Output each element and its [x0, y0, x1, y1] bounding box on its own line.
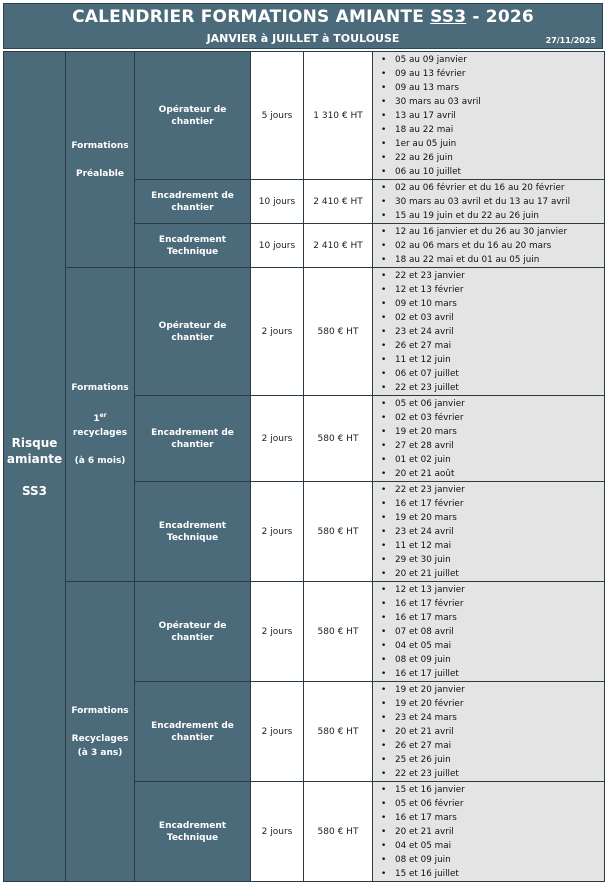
type-cell [135, 582, 251, 682]
date-item: • 08 et 09 juin [395, 653, 604, 667]
type-cell [135, 482, 251, 582]
type-label: Encadrement de [151, 427, 234, 438]
dates-list [373, 181, 604, 223]
training-calendar-table [3, 51, 605, 882]
date-item: • 02 au 06 février et du 16 au 20 février [395, 181, 604, 195]
dates-list [373, 269, 604, 395]
type-label: chantier [171, 332, 214, 343]
date-item: • 15 et 16 juillet [395, 867, 604, 881]
date-item: • 20 et 21 juillet [395, 567, 604, 581]
price-cell: 580 € HT [304, 782, 373, 882]
date-item: • 20 et 21 août [395, 467, 604, 481]
dates-cell [373, 482, 605, 582]
date-item: • 16 et 17 février [395, 597, 604, 611]
price-cell: 1 310 € HT [304, 52, 373, 180]
price-cell: 580 € HT [304, 582, 373, 682]
type-cell [135, 224, 251, 268]
category-label: Formations [71, 705, 129, 716]
date-item: • 18 au 22 mai et du 01 au 05 juin [395, 253, 604, 267]
duration-cell: 10 jours [251, 180, 304, 224]
duration-cell: 5 jours [251, 52, 304, 180]
date-item: • 11 et 12 juin [395, 353, 604, 367]
duration-cell: 2 jours [251, 582, 304, 682]
category-label: Recyclages [71, 733, 129, 744]
price-cell: 580 € HT [304, 482, 373, 582]
risk-cell [4, 52, 66, 882]
dates-list [373, 583, 604, 681]
date-item: • 26 et 27 mai [395, 339, 604, 353]
category-label: Formations [71, 383, 129, 393]
date-item: • 19 et 20 mars [395, 425, 604, 439]
duration-cell: 2 jours [251, 268, 304, 396]
date-item: • 22 et 23 janvier [395, 269, 604, 283]
date-item: • 09 au 13 février [395, 67, 604, 81]
table-row [4, 268, 605, 396]
dates-list [373, 53, 604, 179]
type-label: Opérateur de [158, 620, 227, 631]
title-year: - 2026 [466, 7, 534, 27]
type-label: chantier [171, 116, 214, 127]
type-label: Encadrement [158, 234, 227, 245]
title-ss3: SS3 [430, 7, 467, 27]
type-cell [135, 682, 251, 782]
type-cell [135, 268, 251, 396]
duration-cell: 2 jours [251, 782, 304, 882]
duration-cell: 10 jours [251, 224, 304, 268]
risk-label: Risque [11, 435, 58, 450]
date-item: • 29 et 30 juin [395, 553, 604, 567]
document-header [3, 3, 603, 49]
duration-cell: 2 jours [251, 682, 304, 782]
category-recyclage-6-mois [66, 268, 135, 582]
date-item: • 23 et 24 avril [395, 325, 604, 339]
dates-cell [373, 582, 605, 682]
date-item: • 12 au 16 janvier et du 26 au 30 janvier [395, 225, 604, 239]
category-label: (à 6 mois) [74, 456, 126, 466]
date-item: • 01 et 02 juin [395, 453, 604, 467]
date-item: • 23 et 24 avril [395, 525, 604, 539]
dates-cell [373, 224, 605, 268]
document-subtitle: JANVIER à JUILLET à TOULOUSE [206, 32, 400, 45]
date-item: • 22 et 23 juillet [395, 767, 604, 781]
dates-list [373, 483, 604, 581]
date-item: • 27 et 28 avril [395, 439, 604, 453]
date-item: • 1er au 05 juin [395, 137, 604, 151]
type-cell [135, 396, 251, 482]
document-date: 27/11/2025 [545, 36, 596, 45]
date-item: • 19 et 20 février [395, 697, 604, 711]
price-cell: 580 € HT [304, 682, 373, 782]
date-item: • 25 et 26 juin [395, 753, 604, 767]
table-row [4, 582, 605, 682]
dates-cell [373, 180, 605, 224]
date-item: • 12 et 13 février [395, 283, 604, 297]
price-cell: 580 € HT [304, 268, 373, 396]
title-text: CALENDRIER FORMATIONS AMIANTE [72, 7, 431, 27]
price-cell: 580 € HT [304, 396, 373, 482]
date-item: • 16 et 17 juillet [395, 667, 604, 681]
date-item: • 04 et 05 mai [395, 839, 604, 853]
type-cell [135, 180, 251, 224]
date-item: • 12 et 13 janvier [395, 583, 604, 597]
type-label: Encadrement de [151, 720, 234, 731]
date-item: • 16 et 17 mars [395, 611, 604, 625]
type-cell [135, 782, 251, 882]
date-item: • 04 et 05 mai [395, 639, 604, 653]
type-label: chantier [171, 732, 214, 743]
date-item: • 06 au 10 juillet [395, 165, 604, 179]
category-label: Formations [71, 140, 129, 151]
date-item: • 15 au 19 juin et du 22 au 26 juin [395, 209, 604, 223]
type-label: Opérateur de [158, 320, 227, 331]
date-item: • 02 et 03 février [395, 411, 604, 425]
type-label: Encadrement [158, 820, 227, 831]
price-cell: 2 410 € HT [304, 180, 373, 224]
type-label: chantier [171, 632, 214, 643]
category-label: 1 [93, 414, 100, 424]
type-label: Technique [166, 246, 219, 257]
category-label: er [99, 412, 107, 419]
date-item: • 13 au 17 avril [395, 109, 604, 123]
date-item: • 06 et 07 juillet [395, 367, 604, 381]
date-item: • 20 et 21 avril [395, 725, 604, 739]
dates-list [373, 225, 604, 267]
date-item: • 19 et 20 janvier [395, 683, 604, 697]
date-item: • 18 au 22 mai [395, 123, 604, 137]
date-item: • 19 et 20 mars [395, 511, 604, 525]
date-item: • 22 au 26 juin [395, 151, 604, 165]
date-item: • 22 et 23 janvier [395, 483, 604, 497]
date-item: • 09 et 10 mars [395, 297, 604, 311]
price-cell: 2 410 € HT [304, 224, 373, 268]
date-item: • 26 et 27 mai [395, 739, 604, 753]
type-label: chantier [171, 202, 214, 213]
dates-list [373, 683, 604, 781]
date-item: • 02 au 06 mars et du 16 au 20 mars [395, 239, 604, 253]
date-item: • 30 mars au 03 avril et du 13 au 17 avril [395, 195, 604, 209]
category-label: (à 3 ans) [77, 747, 123, 758]
type-label: chantier [171, 439, 214, 450]
date-item: • 02 et 03 avril [395, 311, 604, 325]
document-title [4, 7, 602, 27]
date-item: • 09 au 13 mars [395, 81, 604, 95]
date-item: • 15 et 16 janvier [395, 783, 604, 797]
type-label: Encadrement [158, 520, 227, 531]
category-label: Préalable [75, 168, 124, 179]
dates-cell [373, 268, 605, 396]
type-cell [135, 52, 251, 180]
date-item: • 08 et 09 juin [395, 853, 604, 867]
duration-cell: 2 jours [251, 482, 304, 582]
table-row [4, 52, 605, 180]
dates-cell [373, 52, 605, 180]
date-item: • 23 et 24 mars [395, 711, 604, 725]
date-item: • 05 et 06 février [395, 797, 604, 811]
dates-list [373, 397, 604, 481]
type-label: Opérateur de [158, 104, 227, 115]
category-label: recyclages [72, 428, 128, 438]
date-item: • 20 et 21 avril [395, 825, 604, 839]
type-label: Technique [166, 832, 219, 843]
date-item: • 05 au 09 janvier [395, 53, 604, 67]
risk-code: SS3 [21, 483, 48, 498]
duration-cell: 2 jours [251, 396, 304, 482]
category-recyclage-3-ans [66, 582, 135, 882]
date-item: • 30 mars au 03 avril [395, 95, 604, 109]
dates-cell [373, 682, 605, 782]
type-label: Encadrement de [151, 190, 234, 201]
risk-label: amiante [6, 451, 63, 466]
date-item: • 11 et 12 mai [395, 539, 604, 553]
dates-cell [373, 782, 605, 882]
date-item: • 05 et 06 janvier [395, 397, 604, 411]
category-prealable [66, 52, 135, 268]
date-item: • 07 et 08 avril [395, 625, 604, 639]
date-item: • 16 et 17 mars [395, 811, 604, 825]
dates-cell [373, 396, 605, 482]
type-label: Technique [166, 532, 219, 543]
date-item: • 22 et 23 juillet [395, 381, 604, 395]
date-item: • 16 et 17 février [395, 497, 604, 511]
dates-list [373, 783, 604, 881]
